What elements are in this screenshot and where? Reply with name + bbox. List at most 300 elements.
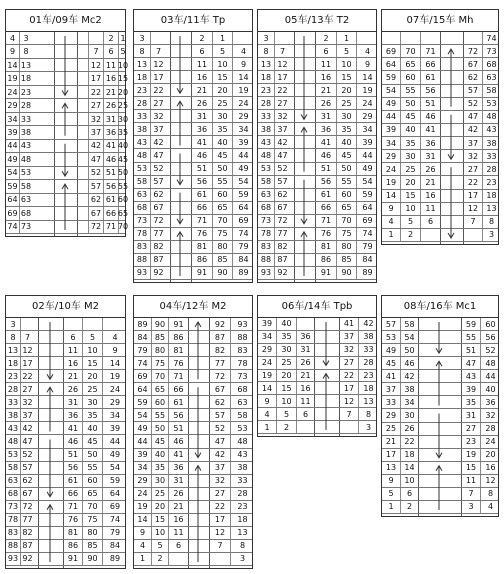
seat-number: 10 [400, 203, 420, 215]
seat-number: 45 [151, 435, 168, 447]
seat-number: 41 [103, 140, 118, 152]
seat-number: 41 [67, 423, 79, 433]
seat-number: 46 [320, 150, 332, 160]
seat-number: 78 [136, 229, 148, 239]
seat-number: 34 [7, 114, 18, 124]
seat-number: 40 [276, 318, 296, 330]
seat-number: 36 [320, 124, 332, 134]
seat-number: 62 [20, 475, 34, 487]
seat-number: 16 [296, 382, 314, 394]
seat-number: 31 [67, 397, 79, 407]
seat-number: 34 [261, 332, 273, 342]
seat-number: 5 [400, 216, 420, 228]
seat-number: 19 [261, 370, 273, 380]
seat-number: 90 [151, 318, 168, 330]
seat-number: 19 [7, 74, 18, 84]
seat-number: 71 [168, 370, 188, 382]
seat-number: 32 [480, 409, 500, 421]
seat-number: 86 [67, 541, 79, 551]
seat-number: 89 [102, 553, 127, 565]
seat-number: 6 [70, 332, 76, 342]
seat-grid [382, 318, 498, 516]
seat-number: 34 [356, 123, 378, 135]
seat-number: 44 [232, 149, 254, 161]
seat-number: 42 [400, 370, 418, 382]
seat-number: 25 [212, 97, 232, 109]
seat-number: 72 [88, 221, 103, 233]
seat-number: 60 [212, 189, 232, 201]
seat-number: 58 [482, 85, 500, 97]
seat-number: 39 [261, 319, 273, 329]
seat-number: 92 [20, 553, 34, 565]
seat-grid [258, 32, 376, 282]
seat-number: 72 [274, 215, 290, 227]
seat-number: 21 [67, 371, 79, 381]
seat-number: 29 [102, 396, 127, 408]
seat-number: 70 [400, 45, 420, 57]
seat-number: 4 [480, 501, 500, 513]
seat-number: 75 [151, 357, 168, 369]
seat-number: 93 [260, 268, 272, 278]
seat-number: 5 [151, 540, 168, 552]
seat-number: 63 [260, 190, 272, 200]
seat-number: 59 [7, 181, 18, 191]
seat-number: 19 [385, 177, 397, 187]
seat-number: 82 [274, 241, 290, 253]
seat-number: 26 [196, 98, 208, 108]
seat-number: 69 [102, 501, 127, 513]
seat-number: 16 [320, 72, 332, 82]
car-title: 03车/11车 Tp [134, 10, 252, 32]
seat-number: 53 [20, 168, 32, 178]
seat-number: 3 [482, 229, 500, 241]
seat-number: 24 [102, 383, 127, 395]
seat-number: 89 [356, 267, 378, 279]
seat-grid [134, 32, 252, 282]
seat-number: 9 [388, 476, 394, 486]
seat-number: 77 [150, 228, 166, 240]
seat-number: 24 [7, 87, 18, 97]
seat-number: 51 [168, 422, 188, 434]
seat-number: 40 [151, 449, 168, 461]
seat-number: 12 [467, 204, 479, 214]
seat-number: 46 [67, 436, 79, 446]
seat-number: 26 [420, 163, 440, 175]
seat-number: 20 [480, 449, 500, 461]
seat-number: 20 [212, 84, 232, 96]
aisle-arrows [6, 32, 123, 234]
seat-number: 56 [67, 463, 79, 473]
seat-number: 30 [82, 396, 102, 408]
seat-number: 19 [232, 84, 254, 96]
seat-number: 64 [232, 202, 254, 214]
car-title: 01车/09车 Mc2 [6, 10, 125, 32]
seat-number: 44 [137, 436, 148, 446]
seat-number: 38 [230, 462, 254, 474]
seat-number: 49 [385, 345, 397, 355]
seat-number: 65 [212, 202, 232, 214]
seat-number: 53 [482, 98, 500, 110]
seat-number: 62 [274, 189, 290, 201]
seat-number: 64 [356, 202, 378, 214]
seat-number: 15 [117, 74, 129, 84]
seat-number: 74 [7, 222, 18, 232]
seat-number: 37 [274, 123, 290, 135]
seat-number: 17 [88, 72, 103, 84]
seat-number: 18 [400, 449, 418, 461]
seat-number: 31 [465, 410, 477, 420]
seat-number: 74 [482, 32, 500, 44]
seat-number: 56 [103, 180, 118, 192]
seat-number: 27 [214, 489, 226, 499]
seat-number: 57 [214, 410, 226, 420]
seat-number: 53 [7, 450, 19, 460]
seat-number: 37 [214, 463, 226, 473]
seat-number: 56 [196, 177, 208, 187]
seat-number: 85 [151, 331, 168, 343]
seat-number: 5 [388, 489, 394, 499]
seat-number: 1 [139, 554, 146, 564]
seat-number: 48 [482, 111, 500, 123]
seat-number: 35 [400, 137, 420, 149]
seat-number: 63 [20, 195, 32, 205]
seat-number: 26 [320, 98, 332, 108]
seat-number: 65 [400, 58, 420, 70]
seat-number: 14 [102, 357, 127, 369]
seat-number: 4 [264, 409, 270, 419]
seat-number: 8 [263, 46, 269, 56]
seat-number: 66 [420, 58, 440, 70]
seat-number: 66 [67, 489, 79, 499]
seat-number: 72 [20, 501, 34, 513]
seat-number: 58 [230, 409, 254, 421]
seat-number: 1 [264, 422, 270, 432]
seat-number: 54 [385, 86, 397, 96]
seat-number: 54 [7, 168, 18, 178]
seat-number: 11 [320, 59, 332, 69]
seat-number: 9 [102, 344, 127, 356]
seat-number: 55 [336, 176, 356, 188]
seat-number: 50 [400, 98, 420, 110]
seat-number: 31 [320, 111, 332, 121]
seat-number: 27 [465, 424, 477, 434]
seat-number: 88 [7, 541, 19, 551]
seat-number: 61 [103, 194, 118, 206]
seat-number: 59 [137, 397, 148, 407]
seat-number: 57 [20, 462, 34, 474]
seat-number: 23 [260, 85, 272, 95]
seat-number: 55 [400, 85, 420, 97]
seat-number: 64 [385, 59, 397, 69]
seat-number: 8 [139, 46, 145, 56]
seat-number: 62 [88, 194, 103, 206]
seat-number: 55 [465, 332, 477, 342]
seat-number: 29 [385, 151, 397, 161]
seat-number: 56 [320, 177, 332, 187]
seat-number: 29 [137, 476, 148, 486]
seat-number: 4 [9, 33, 16, 43]
seat-number: 18 [136, 72, 148, 82]
seat-number: 31 [103, 113, 118, 125]
seat-number: 38 [260, 124, 272, 134]
seat-number: 34 [232, 123, 254, 135]
seat-number: 12 [150, 58, 166, 70]
seat-number: 70 [151, 370, 168, 382]
seat-number: 40 [82, 422, 102, 434]
seat-number: 38 [358, 331, 378, 343]
car-06-14-seat-map [257, 295, 377, 437]
seat-number: 17 [467, 191, 479, 201]
seat-number: 13 [20, 60, 32, 70]
seat-number: 1 [336, 32, 356, 44]
seat-number: 42 [467, 125, 479, 135]
seat-number: 2 [151, 553, 168, 565]
seat-number: 64 [137, 384, 148, 394]
seat-number: 59 [232, 189, 254, 201]
seat-number: 41 [320, 137, 332, 147]
seat-number: 39 [232, 136, 254, 148]
seat-number: 58 [136, 177, 148, 187]
seat-number: 21 [320, 85, 332, 95]
seat-number: 70 [212, 215, 232, 227]
seat-number: 8 [19, 45, 32, 57]
seat-number: 18 [230, 514, 254, 526]
seat-number: 23 [358, 370, 378, 382]
seat-number: 14 [400, 462, 418, 474]
seat-number: 8 [10, 332, 16, 342]
seat-number: 47 [465, 358, 477, 368]
seat-number: 64 [102, 488, 127, 500]
seat-number: 3 [19, 32, 32, 44]
seat-number: 29 [7, 101, 18, 111]
seat-number: 42 [88, 140, 103, 152]
seat-number: 87 [150, 254, 166, 266]
seat-number: 49 [137, 423, 148, 433]
seat-number: 22 [274, 84, 290, 96]
seat-number: 76 [196, 229, 208, 239]
seat-number: 76 [67, 515, 79, 525]
seat-number: 23 [7, 371, 19, 381]
seat-number: 66 [103, 207, 118, 219]
seat-number: 59 [102, 475, 127, 487]
seat-number: 4 [139, 541, 146, 551]
seat-number: 45 [385, 358, 397, 368]
seat-number: 45 [400, 111, 420, 123]
seat-number: 30 [400, 150, 420, 162]
car-04-12-seat-map [133, 295, 253, 569]
seat-number: 35 [212, 123, 232, 135]
seat-number: 24 [232, 97, 254, 109]
seat-number: 74 [102, 514, 127, 526]
seat-number: 85 [336, 254, 356, 266]
seat-number: 93 [230, 318, 254, 330]
seat-number: 22 [150, 84, 166, 96]
seat-number: 18 [20, 74, 32, 84]
seat-number: 3 [263, 33, 269, 43]
seat-number: 81 [168, 344, 188, 356]
aisle-arrows [134, 318, 250, 566]
seat-number: 54 [232, 176, 254, 188]
seat-number: 27 [150, 97, 166, 109]
seat-number: 29 [356, 110, 378, 122]
seat-number: 44 [356, 149, 378, 161]
seat-number: 25 [117, 101, 129, 111]
seat-number: 33 [358, 344, 378, 356]
seat-number: 27 [20, 383, 34, 395]
seat-number: 19 [137, 502, 148, 512]
seat-number: 79 [356, 241, 378, 253]
seat-number: 37 [467, 138, 479, 148]
seat-number: 60 [117, 195, 129, 205]
seat-number: 61 [196, 190, 208, 200]
seat-number: 22 [88, 86, 103, 98]
seat-number: 78 [7, 515, 19, 525]
car-title: 08车/16车 Mc1 [382, 296, 498, 318]
seat-number: 33 [230, 475, 254, 487]
seat-number: 12 [88, 59, 103, 71]
seat-number: 13 [136, 59, 148, 69]
seat-number: 62 [467, 72, 479, 82]
seat-number: 38 [136, 124, 148, 134]
seat-number: 15 [465, 463, 477, 473]
seat-number: 55 [212, 176, 232, 188]
seat-number: 83 [7, 528, 19, 538]
seat-number: 23 [465, 437, 477, 447]
seat-number: 5 [82, 331, 102, 343]
seat-number: 3 [358, 421, 378, 433]
seat-number: 83 [260, 242, 272, 252]
seat-number: 92 [214, 319, 226, 329]
seat-number: 80 [336, 241, 356, 253]
seat-number: 23 [20, 87, 32, 97]
seat-number: 52 [88, 167, 103, 179]
seat-number: 53 [230, 422, 254, 434]
seat-number: 13 [260, 59, 272, 69]
seat-number: 54 [400, 331, 418, 343]
seat-number: 67 [88, 207, 103, 219]
seat-number: 36 [168, 462, 188, 474]
seat-number: 31 [168, 475, 188, 487]
seat-number: 17 [385, 450, 397, 460]
seat-number: 25 [385, 424, 397, 434]
seat-number: 41 [385, 371, 397, 381]
seat-number: 16 [168, 514, 188, 526]
seat-number: 33 [385, 397, 397, 407]
seat-number: 14 [7, 60, 18, 70]
seat-number: 52 [214, 423, 226, 433]
seat-number: 67 [214, 384, 226, 394]
seat-number: 51 [465, 345, 477, 355]
seat-number: 29 [261, 345, 273, 355]
seat-number: 39 [356, 136, 378, 148]
seat-number: 72 [150, 215, 166, 227]
seat-number: 54 [102, 462, 127, 474]
car-title: 04车/12车 M2 [134, 296, 252, 318]
seat-number: 84 [232, 254, 254, 266]
seat-number: 17 [343, 383, 355, 393]
seat-number: 77 [20, 514, 34, 526]
seat-number: 30 [212, 110, 232, 122]
seat-number: 52 [467, 99, 479, 109]
seat-number: 36 [420, 137, 440, 149]
seat-number: 30 [117, 114, 129, 124]
seat-number: 31 [196, 111, 208, 121]
seat-number: 45 [336, 149, 356, 161]
seat-number: 90 [336, 267, 356, 279]
seat-number: 22 [400, 436, 418, 448]
seat-number: 42 [150, 136, 166, 148]
seat-number: 58 [7, 463, 19, 473]
seat-number: 42 [20, 422, 34, 434]
seat-number: 76 [320, 229, 332, 239]
seat-number: 3 [10, 319, 16, 329]
seat-number: 71 [103, 221, 118, 233]
seat-grid [382, 32, 498, 244]
seat-number: 9 [232, 58, 254, 70]
seat-number: 19 [102, 370, 127, 382]
seat-number: 48 [230, 435, 254, 447]
seat-number: 35 [276, 331, 296, 343]
seat-number: 48 [136, 150, 148, 160]
seat-number: 66 [168, 383, 188, 395]
seat-number: 45 [212, 149, 232, 161]
seat-number: 58 [20, 181, 32, 191]
seat-number: 82 [214, 345, 226, 355]
seat-number: 1 [118, 32, 127, 44]
seat-number: 8 [230, 540, 254, 552]
seat-number: 25 [276, 357, 296, 369]
seat-number: 40 [400, 124, 420, 136]
seat-number: 16 [480, 462, 500, 474]
seat-number: 73 [230, 370, 254, 382]
seat-number: 27 [467, 164, 479, 174]
seat-number: 26 [296, 357, 314, 369]
seat-number: 24 [261, 358, 273, 368]
seat-number: 2 [400, 501, 418, 513]
seat-number: 57 [385, 319, 397, 329]
seat-number: 32 [467, 151, 479, 161]
seat-number: 30 [151, 475, 168, 487]
seat-number: 50 [151, 422, 168, 434]
seat-number: 8 [358, 408, 378, 420]
seat-number: 6 [400, 488, 418, 500]
seat-number: 5 [336, 45, 356, 57]
seat-number: 12 [214, 528, 226, 538]
seat-number: 17 [274, 71, 290, 83]
seat-number: 85 [212, 254, 232, 266]
seat-number: 77 [274, 228, 290, 240]
seat-grid [6, 32, 129, 236]
seat-number: 84 [137, 332, 148, 342]
seat-number: 40 [480, 383, 500, 395]
seat-number: 73 [20, 222, 32, 232]
seat-number: 23 [482, 176, 500, 188]
seat-number: 28 [20, 101, 32, 111]
seat-number: 21 [196, 85, 208, 95]
seat-number: 72 [467, 46, 479, 56]
seat-number: 31 [420, 150, 440, 162]
seat-number: 41 [168, 449, 188, 461]
seat-number: 69 [356, 215, 378, 227]
seat-number: 28 [482, 163, 500, 175]
seat-number: 65 [82, 488, 102, 500]
seat-number: 73 [482, 45, 500, 57]
seat-number: 66 [320, 203, 332, 213]
seat-number: 11 [296, 395, 314, 407]
seat-number: 68 [260, 203, 272, 213]
seat-number: 36 [67, 410, 79, 420]
seat-number: 15 [212, 71, 232, 83]
